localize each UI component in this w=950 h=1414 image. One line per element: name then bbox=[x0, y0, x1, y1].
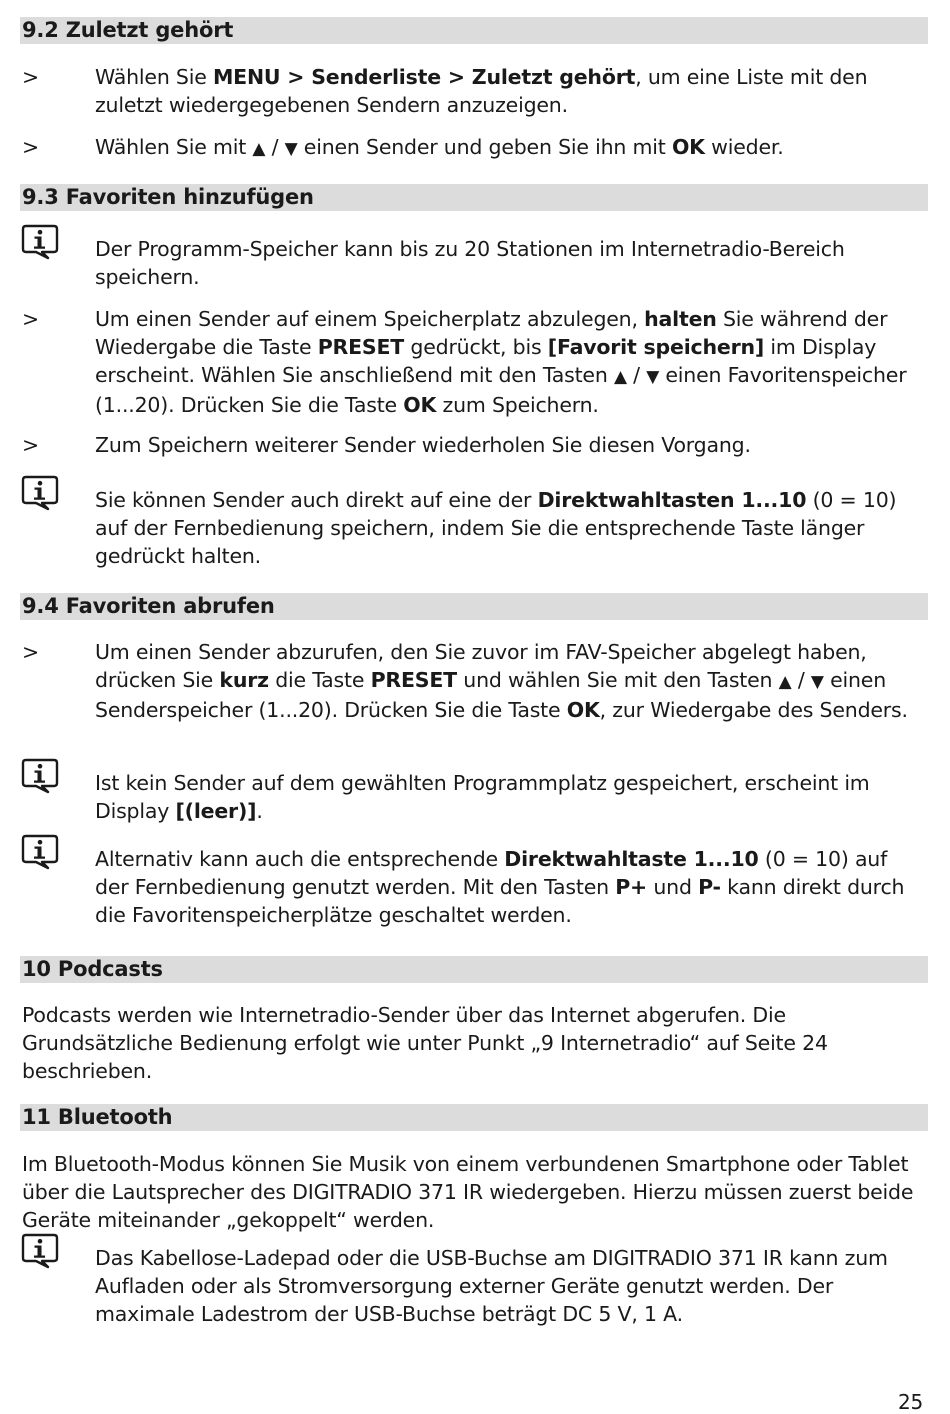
step-open-recent-list: Wählen Sie MENU > Senderliste > Zuletzt gehört, um eine Liste mit den zuletzt wiedergegebenen Sendern anzuzeigen. bbox=[95, 65, 868, 117]
info-note-empty-slot: Ist kein Sender auf dem gewählten Programmplatz gespeichert, erscheint im Display [(leer)]. bbox=[95, 771, 870, 823]
section-heading-9-2: 9.2 Zuletzt gehört bbox=[20, 17, 928, 44]
section-heading-10: 10 Podcasts bbox=[20, 956, 928, 983]
bullet-marker: > bbox=[22, 135, 39, 159]
bullet-marker: > bbox=[22, 65, 39, 89]
step-save-favorite: Um einen Sender auf einem Speicherplatz abzulegen, halten Sie während der Wiedergabe die Taste PRESET gedrückt, bis [Favorit speichern] im Display erscheint. Wählen Sie anschließend mit den Tasten ▲ / ▼ einen Favoritenspeicher (1...20). Drücken Sie die Taste OK zum Speichern. bbox=[95, 307, 907, 417]
menu-path: MENU > Senderliste > Zuletzt gehört bbox=[212, 65, 636, 89]
bullet-marker: > bbox=[22, 640, 39, 664]
preset-key-label: PRESET bbox=[370, 668, 457, 692]
info-note-charging: Das Kabellose-Ladepad oder die USB-Buchse am DIGITRADIO 371 IR kann zum Aufladen oder als Stromversorgung externer Geräte genutzt werden. Der maximale Ladestrom der USB-Buchse beträgt DC 5 V, 1 A. bbox=[95, 1246, 888, 1326]
step-recall-favorite: Um einen Sender abzurufen, den Sie zuvor im FAV-Speicher abgelegt haben, drücken Sie kurz die Taste PRESET und wählen Sie mit den Tasten ▲ / ▼ einen Senderspeicher (1...20). Drücken Sie die Taste OK, zur Wiedergabe des Senders. bbox=[95, 640, 908, 722]
display-message: [(leer)] bbox=[175, 799, 257, 823]
page-number: 25 bbox=[898, 1390, 924, 1414]
info-note-preset-memory: Der Programm-Speicher kann bis zu 20 Stationen im Internetradio-Bereich speichern. bbox=[95, 237, 845, 289]
arrow-down-icon: ▼ bbox=[646, 367, 660, 387]
ok-key-label: OK bbox=[671, 135, 705, 159]
display-message: [Favorit speichern] bbox=[547, 335, 765, 359]
arrow-down-icon: ▼ bbox=[810, 672, 824, 692]
bullet-marker: > bbox=[22, 307, 39, 331]
section-heading-11: 11 Bluetooth bbox=[20, 1104, 928, 1131]
podcasts-paragraph: Podcasts werden wie Internetradio-Sender über das Internet abgerufen. Die Grundsätzliche Bedienung erfolgt wie unter Punkt „9 Internetradio“ auf Seite 24 beschrieben. bbox=[22, 1003, 828, 1083]
preset-key-label: PRESET bbox=[317, 335, 405, 359]
bluetooth-paragraph: Im Bluetooth-Modus können Sie Musik von einem verbundenen Smartphone oder Tablet über die Lautsprecher des DIGITRADIO 371 IR wiedergeben. Hierzu müssen zuerst beide Geräte miteinander „gekoppelt“ werden. bbox=[22, 1152, 914, 1232]
arrow-up-icon: ▲ bbox=[252, 139, 266, 159]
arrow-up-icon: ▲ bbox=[778, 672, 792, 692]
section-heading-9-3: 9.3 Favoriten hinzufügen bbox=[20, 184, 928, 211]
step-select-station: Wählen Sie mit ▲ / ▼ einen Sender und geben Sie ihn mit OK wieder. bbox=[95, 135, 784, 159]
info-icon bbox=[20, 475, 60, 511]
info-icon bbox=[20, 224, 60, 260]
info-icon bbox=[20, 834, 60, 870]
info-icon bbox=[20, 758, 60, 794]
bullet-marker: > bbox=[22, 433, 39, 457]
info-note-alternative: Alternativ kann auch die entsprechende Direktwahltaste 1...10 (0 = 10) auf der Fernbedienung genutzt werden. Mit den Tasten P+ und P- kann direkt durch die Favoritenspeicherplätze geschaltet werden. bbox=[95, 847, 905, 927]
p-minus-key-label: P- bbox=[698, 875, 721, 899]
step-repeat: Zum Speichern weiterer Sender wiederholen Sie diesen Vorgang. bbox=[95, 433, 751, 457]
ok-key-label: OK bbox=[566, 698, 600, 722]
info-note-direct-keys: Sie können Sender auch direkt auf eine der Direktwahltasten 1...10 (0 = 10) auf der Fernbedienung speichern, indem Sie die entsprechende Taste länger gedrückt halten. bbox=[95, 488, 897, 568]
p-plus-key-label: P+ bbox=[615, 875, 648, 899]
section-heading-9-4: 9.4 Favoriten abrufen bbox=[20, 593, 928, 620]
info-icon bbox=[20, 1233, 60, 1269]
arrow-down-icon: ▼ bbox=[284, 139, 298, 159]
arrow-up-icon: ▲ bbox=[613, 367, 627, 387]
ok-key-label: OK bbox=[403, 393, 437, 417]
